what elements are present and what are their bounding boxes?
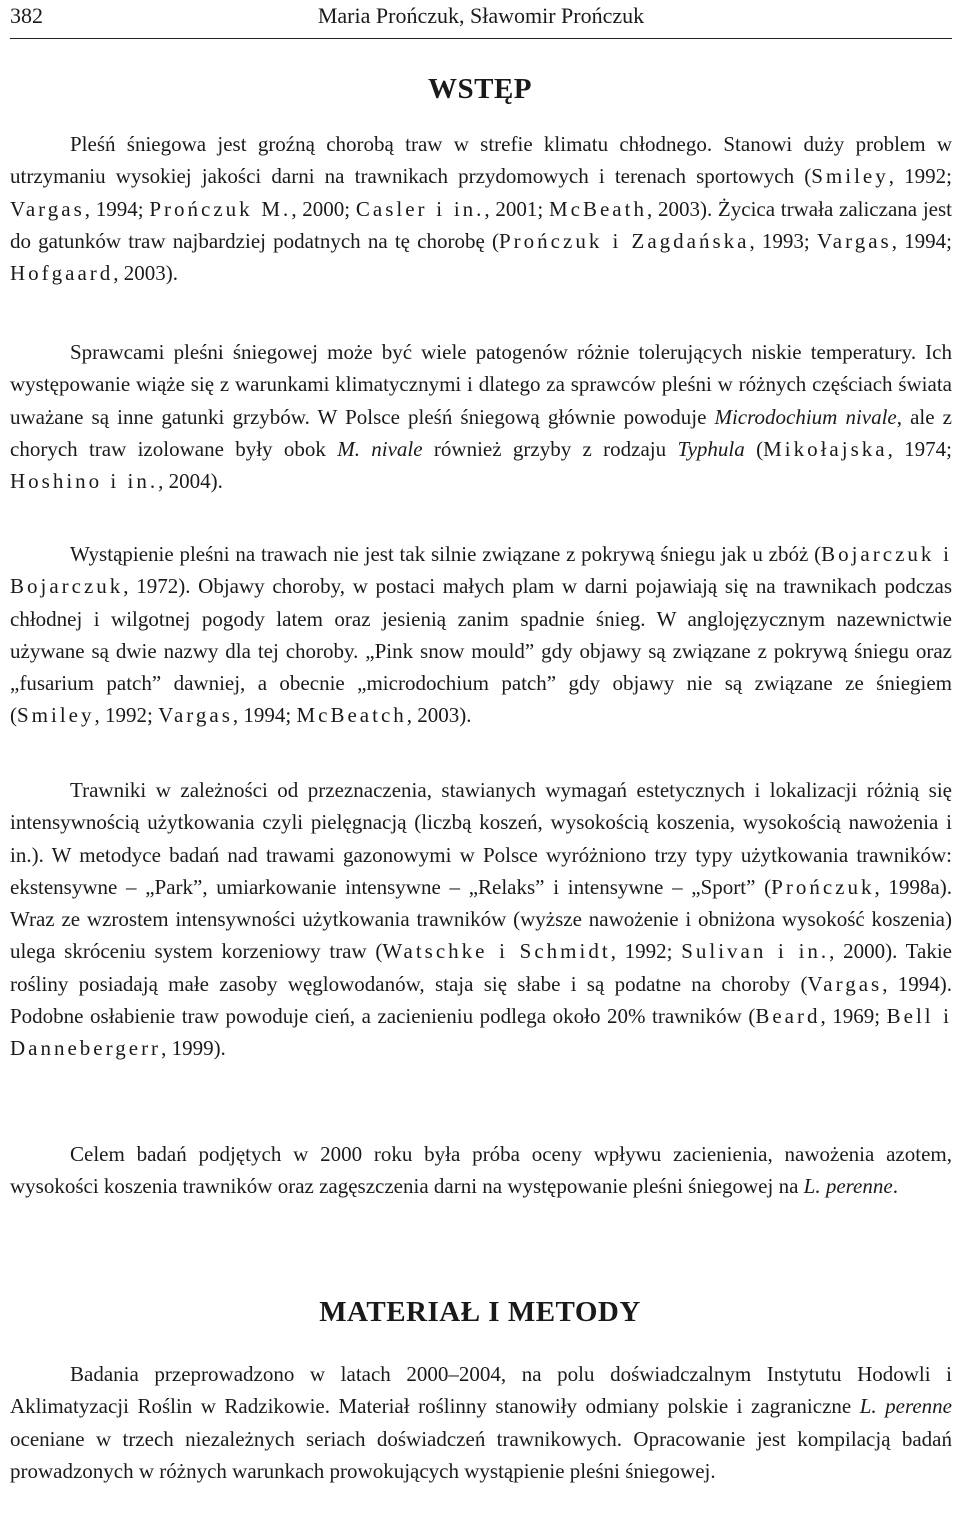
section-title-material-i-metody: MATERIAŁ I METODY bbox=[319, 1296, 641, 1328]
author-citation: Vargas bbox=[10, 196, 85, 221]
author-citation: Mikołajska bbox=[763, 436, 888, 461]
text-run: Trawniki w zależności od przeznaczenia, stawianych wymagań estetycznych i lokalizacji różnią się intensywnością użytkowania czyli pielęgnacją (liczbą koszeń, wysokością koszenia, wysokością nawożenia i in.). W metodyce badań nad trawami gazonowymi w Polsce wyróżniono trzy typy użytkowania trawników: ekstensywne – „Park”, umiarkowanie intensywne – „Relaks” i intensywne – „Sport” ( bbox=[10, 778, 952, 899]
text-run: , 1994). Podobne osłabienie traw powoduje cień, a zacienieniu podlega około 20% trawników ( bbox=[10, 971, 952, 1029]
text-run: , 1992; bbox=[888, 164, 952, 189]
text-run: , 1992; bbox=[610, 939, 682, 964]
author-citation: Prończuk M. bbox=[149, 196, 292, 221]
text-run: , 1994; bbox=[891, 228, 952, 253]
text-run: , 1993; bbox=[749, 228, 817, 253]
text-run: , 1994; bbox=[232, 703, 297, 728]
text-run: Badania przeprowadzono w latach 2000–2004, na polu doświadczalnym Instytutu Hodowli i Aklimatyzacji Roślin w Radzikowie. Materiał roślinny stanowiły odmiany polskie i zagraniczne bbox=[10, 1362, 952, 1419]
author-citation: Beard bbox=[755, 1004, 821, 1029]
paragraph bbox=[10, 1358, 952, 1487]
text-run: , 2003). Życica trwała zaliczana jest do gatunków traw najbardziej podatnych na tę chorobę ( bbox=[10, 196, 952, 253]
author-citation: Hofgaard bbox=[10, 261, 114, 286]
text-run: , 1998a). Wraz ze wzrostem intensywności użytkowania trawników (wyższe nawożenie i obniżona wysokość koszenia) ulega skróceniu system korzeniowy traw ( bbox=[10, 874, 952, 964]
text-run: , 2000). Takie rośliny posiadają małe zasoby węglowodanów, staja się słabe i są podatne na choroby ( bbox=[10, 939, 953, 996]
text-run: ( bbox=[744, 436, 764, 461]
text-run: , 1972). Objawy choroby, w postaci małych plam w darni pojawiają się na trawnikach podczas chłodnej i wilgotnej pogody latem oraz jesienią zanim spadnie śnieg. W anglojęzycznym nazewnictwie używane są dwie nazwy dla tej choroby. „Pink snow mould” gdy objawy są związane z pokrywą śniegu oraz „fusarium patch” dawniej, a obecnie „microdochium patch” gdy objawy nie są związane ze śniegiem ( bbox=[10, 574, 952, 728]
page-header bbox=[10, 0, 952, 39]
species-name: L. perenne bbox=[803, 1174, 893, 1199]
text-run: Sprawcami pleśni śniegowej może być wiele patogenów różnie tolerujących niskie temperatury. Ich występowanie wiąże się z warunkami klimatycznymi i dlatego za sprawców pleśni w różnych częściach świata uważane są inne gatunki grzybów. W Polsce pleśń śniegową głównie powoduje bbox=[10, 340, 952, 429]
text-run: oceniane w trzech niezależnych seriach doświadczeń trawnikowych. Opracowanie jest kompilacją badań prowadzonych w różnych warunkach prowokujących wystąpienie pleśni śniegowej. bbox=[10, 1426, 952, 1483]
text-run: , 1969; bbox=[820, 1004, 887, 1029]
species-name: Microdochium nivale bbox=[714, 404, 897, 429]
text-run: . bbox=[892, 1174, 898, 1199]
text-run: , 1994; bbox=[84, 196, 150, 221]
author-citation: Bell i Dannebergerr bbox=[10, 1004, 952, 1061]
text-run: , 2000; bbox=[291, 196, 356, 221]
text-run: , 1974; bbox=[887, 436, 952, 461]
author-citation: Hoshino i in. bbox=[10, 469, 159, 494]
species-name: M. nivale bbox=[337, 436, 423, 461]
species-name: Typhula bbox=[677, 436, 745, 461]
author-citation: Smiley bbox=[17, 703, 95, 728]
author-citation: Vargas bbox=[816, 228, 892, 253]
text-run: , 2003). bbox=[113, 261, 179, 286]
text-run: , ale z chorych traw izolowane były obok bbox=[10, 404, 952, 461]
paragraph bbox=[10, 538, 952, 732]
author-citation: Watschke i Schmidt bbox=[382, 939, 611, 964]
text-run: , 2004). bbox=[158, 469, 223, 494]
text-run: , 2003). bbox=[406, 703, 472, 728]
author-citation: Sulivan i in. bbox=[681, 939, 830, 964]
paragraph bbox=[10, 774, 952, 1065]
author-citation: McBeatch bbox=[296, 703, 407, 728]
section-title-wstep: WSTĘP bbox=[427, 73, 533, 105]
text-run: , 1992; bbox=[94, 703, 159, 728]
paragraph bbox=[10, 1138, 952, 1203]
text-run: , 1999). bbox=[161, 1036, 226, 1061]
author-citation: Prończuk i Zagdańska bbox=[499, 228, 750, 253]
text-run: , 2001; bbox=[484, 196, 549, 221]
author-citation: McBeath bbox=[548, 196, 647, 221]
author-citation: Vargas bbox=[158, 703, 233, 728]
author-citation: Smiley bbox=[811, 164, 889, 189]
running-head: Maria Prończuk, Sławomir Prończuk bbox=[317, 3, 645, 28]
text-run: Celem badań podjętych w 2000 roku była próba oceny wpływu zacienienia, nawożenia azotem, wysokości koszenia trawników oraz zagęszczenia darni na występowanie pleśni śniegowej na bbox=[10, 1142, 952, 1199]
text-run: Wystąpienie pleśni na trawach nie jest tak silnie związane z pokrywą śniegu jak u zbóż ( bbox=[70, 542, 822, 566]
page-number: 382 bbox=[10, 3, 43, 28]
author-citation: Casler i in. bbox=[355, 196, 485, 221]
paragraph bbox=[10, 128, 952, 289]
paragraph bbox=[10, 336, 952, 497]
author-citation: Prończuk bbox=[771, 874, 875, 899]
species-name: L. perenne bbox=[859, 1394, 952, 1419]
text-run: Pleśń śniegowa jest groźną chorobą traw w strefie klimatu chłodnego. Stanowi duży problem w utrzymaniu wysokiej jakości darni na trawnikach przydomowych i terenach sportowych ( bbox=[10, 132, 952, 189]
text-run: również grzyby z rodzaju bbox=[422, 436, 678, 461]
author-citation: Bojarczuk i Bojarczuk bbox=[10, 542, 952, 599]
author-citation: Vargas bbox=[807, 971, 883, 996]
